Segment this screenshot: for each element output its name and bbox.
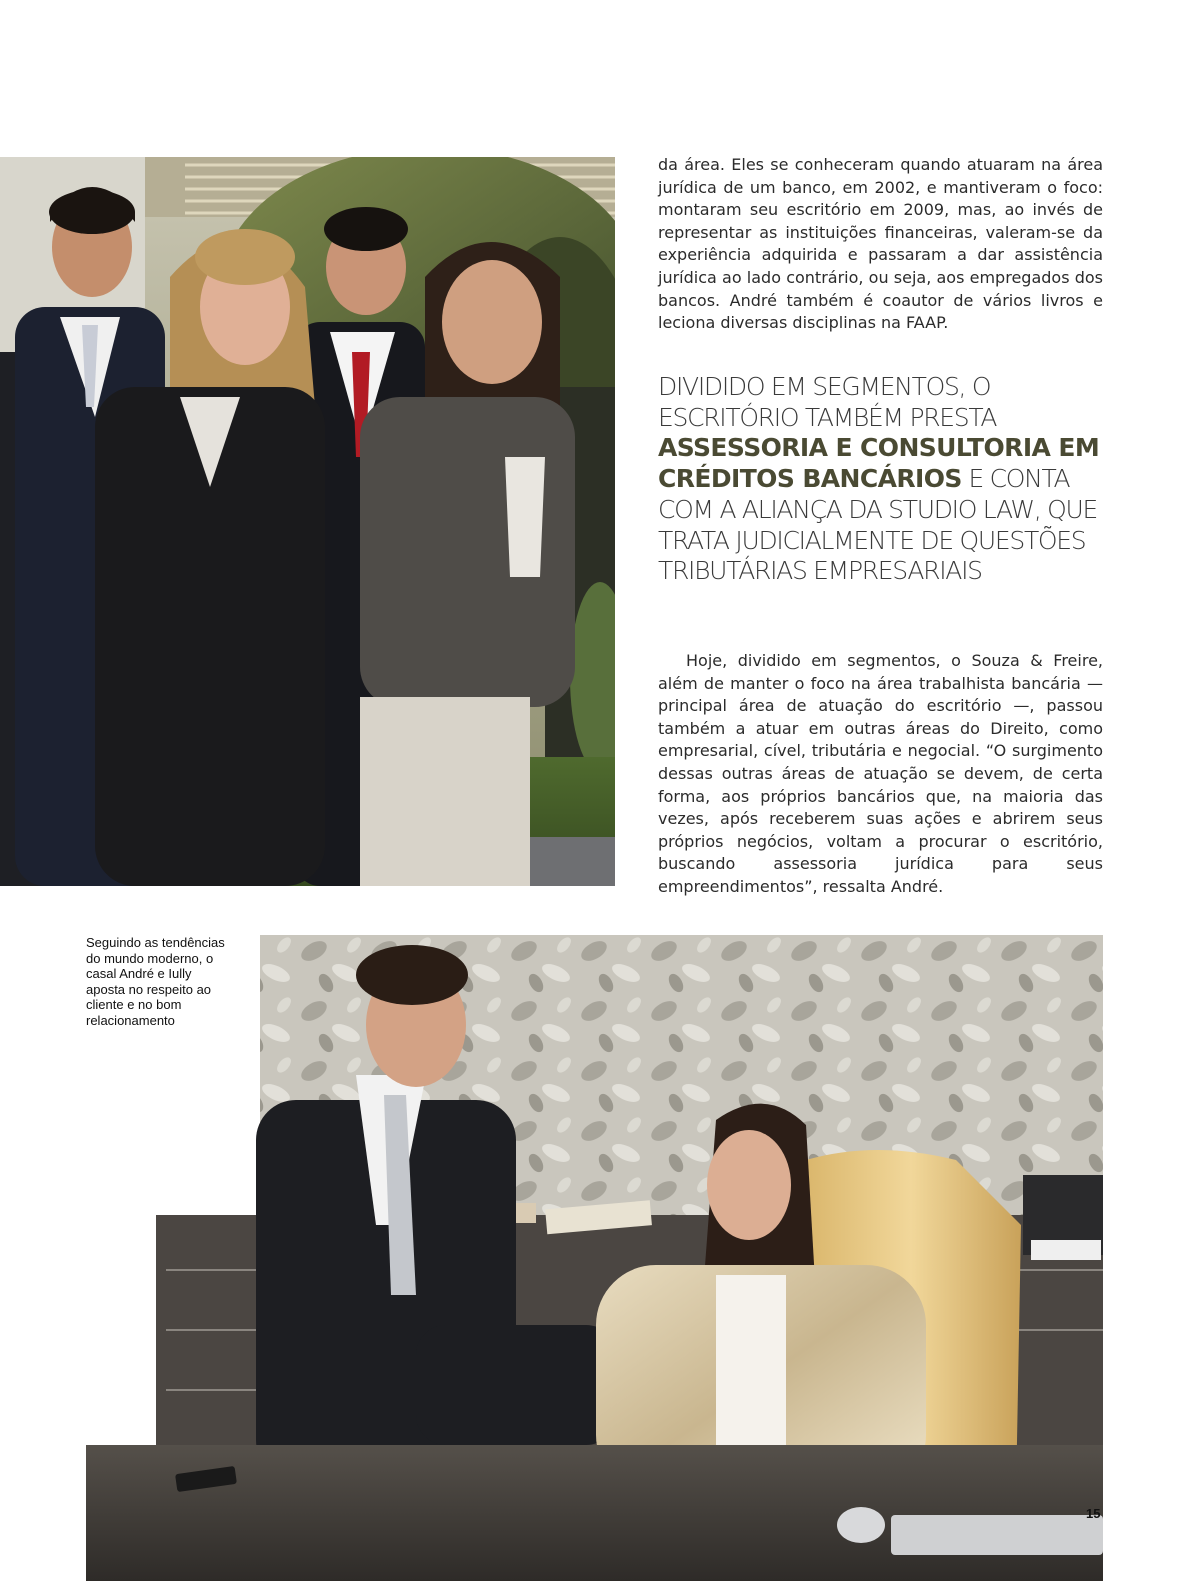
article-paragraph-2: Hoje, dividido em segmentos, o Souza & Freire, além de manter o foco na área trabalhista bancária — principal área de atuação do escritório —, passou também a atuar em outras áreas do Direito, como empresarial, cível, tributária e negocial. “O surgimento dessas outras áreas de atuação se devem, de certa forma, aos próprios bancários que, na maioria das vezes, após receberem suas ações e abrirem seus próprios negócios, voltam a procurar o escritório, buscando assessoria jurídica para seus empreendimentos”, ressalta André. <box>658 651 1103 896</box>
photo-caption: Seguindo as tendências do mundo moderno, o casal André e Iully aposta no respeito ao cliente e no bom relacionamento <box>86 935 225 1028</box>
pull-quote-highlight: ASSESSORIA E CONSULTORIA EM CRÉDITOS BANCÁRIOS <box>658 433 1100 494</box>
article-paragraph-1: da área. Eles se conheceram quando atuaram na área jurídica de um banco, em 2002, e mantiveram o foco: montaram seu escritório em 2009, mas, ao invés de representar as instituições financeiras, valeram-se da experiência adquirida e passaram a dar assistência jurídica ao lado contrário, ou seja, aos empregados dos bancos. André também é coautor de vários livros e leciona diversas disciplinas na FAAP. <box>658 155 1103 333</box>
pull-quote <box>658 372 1108 587</box>
team-photo-illustration <box>0 157 615 886</box>
page-number: 15 <box>1086 1506 1101 1521</box>
office-photo <box>86 935 1103 1581</box>
office-photo-illustration <box>86 935 1103 1581</box>
pull-quote-part-1: DIVIDIDO EM SEGMENTOS, O ESCRITÓRIO TAMBÉM PRESTA <box>658 372 997 432</box>
team-photo <box>0 157 615 886</box>
pull-quote-part-2: E CONTA COM A ALIANÇA DA STUDIO LAW, QUE TRATA JUDICIALMENTE DE QUESTÕES TRIBUTÁRIAS EMPRESARIAIS <box>658 464 1097 586</box>
